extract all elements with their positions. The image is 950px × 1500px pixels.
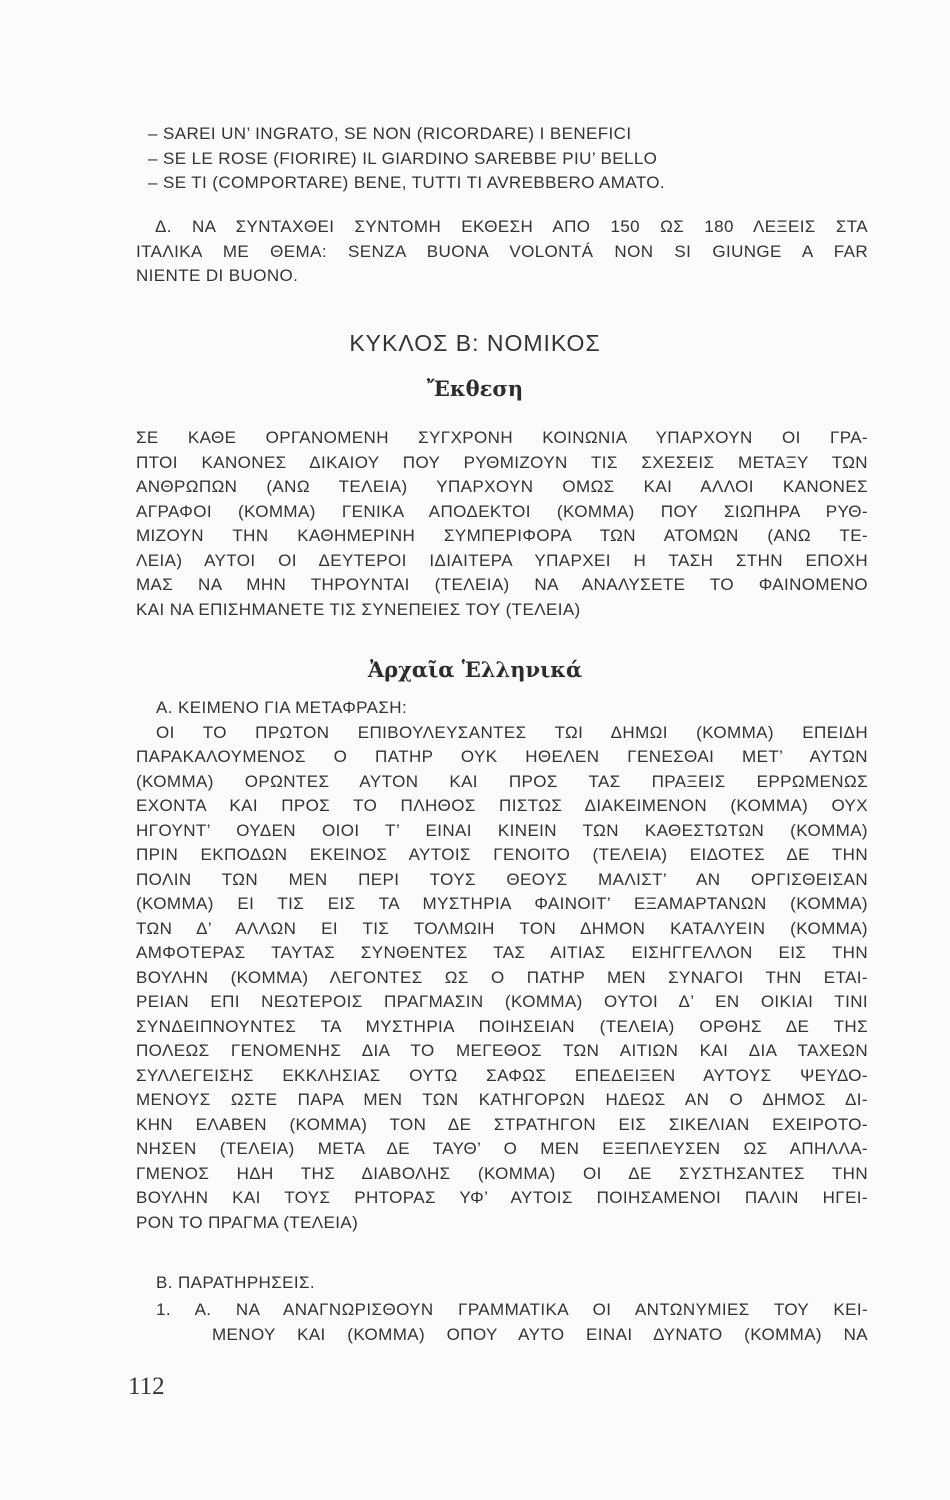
ancient-line: ΠΟΛΙΝ ΤΩΝ ΜΕΝ ΠΕΡΙ ΤΟΥΣ ΘΕΟΥΣ ΜΑΛΙΣΤ’ ΑΝ ΟΡΓΙΣΘΕΙΣΑΝ (136, 869, 868, 889)
ancient-line: ΚΗΝ ΕΛΑΒΕΝ (ΚΟΜΜΑ) ΤΟΝ ΔΕ ΣΤΡΑΤΗΓΟΝ ΕΙΣ ΣΙΚΕΛΙΑΝ ΕΧΕΙΡΟΤΟ- (136, 1114, 868, 1134)
italian-line: – SE TI (COMPORTARE) BENE, TUTTI TI AVREBBERO AMATO. (148, 173, 666, 192)
observations-section (136, 1271, 868, 1296)
ekthesi-line: ΠΤΟΙ ΚΑΝΟΝΕΣ ΔΙΚΑΙΟΥ ΠΟΥ ΡΥΘΜΙΖΟΥΝ ΤΙΣ ΣΧΕΣΕΙΣ ΜΕΤΑΞΥ ΤΩΝ (136, 452, 868, 472)
ekthesi-paragraph (136, 426, 868, 622)
page-number: 112 (128, 1373, 165, 1400)
ekthesi-line: ΜΙΖΟΥΝ ΤΗΝ ΚΑΘΗΜΕΡΙΝΗ ΣΥΜΠΕΡΙΦΟΡΑ ΤΩΝ ΑΤΟΜΩΝ (ΑΝΩ ΤΕ- (136, 526, 868, 545)
ancient-line: ΡΟΝ ΤΟ ΠΡΑΓΜΑ (ΤΕΛΕΙΑ) (136, 1212, 359, 1232)
ancient-greek-heading: Ἀρχαῖα Ἑλληνικά (367, 657, 583, 682)
ancient-line: ΝΗΣΕΝ (ΤΕΛΕΙΑ) ΜΕΤΑ ΔΕ ΤΑΥΘ’ Ο ΜΕΝ ΕΞΕΠΛΕΥΣΕΝ ΩΣ ΑΠΗΛΛΑ- (136, 1139, 868, 1158)
ekthesi-line: ΑΝΘΡΩΠΩΝ (ΑΝΩ ΤΕΛΕΙΑ) ΥΠΑΡΧΟΥΝ ΟΜΩΣ ΚΑΙ ΑΛΛΟΙ ΚΑΝΟΝΕΣ (136, 477, 868, 496)
task-line: Δ. ΝΑ ΣΥΝΤΑΧΘΕΙ ΣΥΝΤΟΜΗ ΕΚΘΕΣΗ ΑΠΟ 150 ΩΣ 180 ΛΕΞΕΙΣ ΣΤΑ (155, 217, 868, 236)
ekthesi-line: ΚΑΙ ΝΑ ΕΠΙΣΗΜΑΝΕΤΕ ΤΙΣ ΣΥΝΕΠΕΙΕΣ ΤΟΥ (ΤΕΛΕΙΑ) (136, 599, 581, 619)
ancient-line: ΗΓΟΥΝΤ’ ΟΥΔΕΝ ΟΙΟΙ Τ’ ΕΙΝΑΙ ΚΙΝΕΙΝ ΤΩΝ ΚΑΘΕΣΤΩΤΩΝ (ΚΟΜΜΑ) (136, 820, 868, 840)
task-line: ΙΤΑΛΙΚΑ ΜΕ ΘΕΜΑ: SENZA BUONA VOLONTÁ NON SI GIUNGE A FAR (136, 241, 868, 261)
ekthesi-line: ΑΓΡΑΦΟΙ (ΚΟΜΜΑ) ΓΕΝΙΚΑ ΑΠΟΔΕΚΤΟΙ (ΚΟΜΜΑ) ΠΟΥ ΣΙΩΠΗΡΑ ΡΥΘ- (136, 501, 868, 521)
question-number: 1. (156, 1300, 171, 1319)
ancient-line: ΠΑΡΑΚΑΛΟΥΜΕΝΟΣ Ο ΠΑΤΗΡ ΟΥΚ ΗΘΕΛΕΝ ΓΕΝΕΣΘΑΙ ΜΕΤ’ ΑΥΤΩΝ (136, 747, 868, 766)
ancient-line: ΑΜΦΟΤΕΡΑΣ ΤΑΥΤΑΣ ΣΥΝΘΕΝΤΕΣ ΤΑΣ ΑΙΤΙΑΣ ΕΙΣΗΓΓΕΛΛΟΝ ΕΙΣ ΤΗΝ (136, 943, 868, 962)
question-1 (136, 1298, 868, 1347)
ancient-line: (ΚΟΜΜΑ) ΟΡΩΝΤΕΣ ΑΥΤΟΝ ΚΑΙ ΠΡΟΣ ΤΑΣ ΠΡΑΞΕΙΣ ΕΡΡΩΜΕΝΩΣ (136, 771, 868, 791)
question-line: ΜΕΝΟΥ ΚΑΙ (ΚΟΜΜΑ) ΟΠΟΥ ΑΥΤΟ ΕΙΝΑΙ ΔΥΝΑΤΟ (ΚΟΜΜΑ) ΝΑ (212, 1324, 868, 1344)
ancient-line: ΡΕΙΑΝ ΕΠΙ ΝΕΩΤΕΡΟΙΣ ΠΡΑΓΜΑΣΙΝ (ΚΟΜΜΑ) ΟΥΤΟΙ Δ’ ΕΝ ΟΙΚΙΑΙ ΤΙΝΙ (136, 992, 868, 1011)
observations-label: Β. ΠΑΡΑΤΗΡΗΣΕΙΣ. (156, 1273, 316, 1292)
italian-exercise-list (136, 122, 868, 196)
ancient-line: ΒΟΥΛΗΝ (ΚΟΜΜΑ) ΛΕΓΟΝΤΕΣ ΩΣ Ο ΠΑΤΗΡ ΜΕΝ ΣΥΝΑΓΟΙ ΤΗΝ ΕΤΑΙ- (136, 967, 868, 987)
ekthesi-line: ΜΑΣ ΝΑ ΜΗΝ ΤΗΡΟΥΝΤΑΙ (ΤΕΛΕΙΑ) ΝΑ ΑΝΑΛΥΣΕΤΕ ΤΟ ΦΑΙΝΟΜΕΝΟ (136, 575, 868, 594)
ancient-line: ΠΡΙΝ ΕΚΠΟΔΩΝ ΕΚΕΙΝΟΣ ΑΥΤΟΙΣ ΓΕΝΟΙΤΟ (ΤΕΛΕΙΑ) ΕΙΔΟΤΕΣ ΔΕ ΤΗΝ (136, 845, 868, 864)
ancient-line: ΤΩΝ Δ’ ΑΛΛΩΝ ΕΙ ΤΙΣ ΤΟΛΜΩΙΗ ΤΟΝ ΔΗΜΟΝ ΚΑΤΑΛΥΕΙΝ (ΚΟΜΜΑ) (136, 918, 868, 938)
ancient-line: ΓΜΕΝΟΣ ΗΔΗ ΤΗΣ ΔΙΑΒΟΛΗΣ (ΚΟΜΜΑ) ΟΙ ΔΕ ΣΥΣΤΗΣΑΝΤΕΣ ΤΗΝ (136, 1163, 868, 1183)
question-text: Α. ΝΑ ΑΝΑΓΝΩΡΙΣΘΟΥΝ ΓΡΑΜΜΑΤΙΚΑ ΟΙ ΑΝΤΩΝΥΜΙΕΣ ΤΟΥ ΚΕΙ- (194, 1300, 869, 1319)
section-title: ΚΥΚΛΟΣ Β: ΝΟΜΙΚΟΣ (349, 330, 601, 356)
ekthesi-line: ΛΕΙΑ) ΑΥΤΟΙ ΟΙ ΔΕΥΤΕΡΟΙ ΙΔΙΑΙΤΕΡΑ ΥΠΑΡΧΕΙ Η ΤΑΣΗ ΣΤΗΝ ΕΠΟΧΗ (136, 550, 868, 570)
italian-essay-task (136, 215, 868, 289)
ancient-greek-section (136, 696, 868, 1235)
ancient-line: ΜΕΝΟΥΣ ΩΣΤΕ ΠΑΡΑ ΜΕΝ ΤΩΝ ΚΑΤΗΓΟΡΩΝ ΗΔΕΩΣ ΑΝ Ο ΔΗΜΟΣ ΔΙ- (136, 1090, 868, 1109)
ekthesi-heading: Ἔκθεση (426, 376, 524, 401)
ancient-line: ΟΙ ΤΟ ΠΡΩΤΟΝ ΕΠΙΒΟΥΛΕΥΣΑΝΤΕΣ ΤΩΙ ΔΗΜΩΙ (ΚΟΜΜΑ) ΕΠΕΙΔΗ (156, 722, 868, 742)
task-line: NIENTE DI BUONO. (136, 266, 299, 285)
ancient-line: (ΚΟΜΜΑ) ΕΙ ΤΙΣ ΕΙΣ ΤΑ ΜΥΣΤΗΡΙΑ ΦΑΙΝΟΙΤ’ ΕΞΑΜΑΡΤΑΝΩΝ (ΚΟΜΜΑ) (136, 894, 868, 913)
ancient-line: ΣΥΝΔΕΙΠΝΟΥΝΤΕΣ ΤΑ ΜΥΣΤΗΡΙΑ ΠΟΙΗΣΕΙΑΝ (ΤΕΛΕΙΑ) ΟΡΘΗΣ ΔΕ ΤΗΣ (136, 1016, 868, 1036)
ancient-line: ΒΟΥΛΗΝ ΚΑΙ ΤΟΥΣ ΡΗΤΟΡΑΣ ΥΦ’ ΑΥΤΟΙΣ ΠΟΙΗΣΑΜΕΝΟΙ ΠΑΛΙΝ ΗΓΕΙ- (136, 1188, 868, 1207)
italian-line: – SE LE ROSE (FIORIRE) IL GIARDINO SAREBBE PIU’ BELLO (148, 148, 658, 168)
translation-label: Α. ΚΕΙΜΕΝΟ ΓΙΑ ΜΕΤΑΦΡΑΣΗ: (156, 698, 408, 717)
ancient-line: ΕΧΟΝΤΑ ΚΑΙ ΠΡΟΣ ΤΟ ΠΛΗΘΟΣ ΠΙΣΤΩΣ ΔΙΑΚΕΙΜΕΝΟΝ (ΚΟΜΜΑ) ΟΥΧ (136, 796, 868, 815)
ancient-line: ΣΥΛΛΕΓΕΙΣΗΣ ΕΚΚΛΗΣΙΑΣ ΟΥΤΩ ΣΑΦΩΣ ΕΠΕΔΕΙΞΕΝ ΑΥΤΟΥΣ ΨΕΥΔΟ- (136, 1065, 868, 1085)
italian-line: – SAREI UN’ INGRATO, SE NON (RICORDARE) I BENEFICI (148, 124, 632, 143)
question-line (136, 1298, 868, 1323)
ancient-line: ΠΟΛΕΩΣ ΓΕΝΟΜΕΝΗΣ ΔΙΑ ΤΟ ΜΕΓΕΘΟΣ ΤΩΝ ΑΙΤΙΩΝ ΚΑΙ ΔΙΑ ΤΑΧΕΩΝ (136, 1041, 868, 1060)
ekthesi-line: ΣΕ ΚΑΘΕ ΟΡΓΑΝΟΜΕΝΗ ΣΥΓΧΡΟΝΗ ΚΟΙΝΩΝΙΑ ΥΠΑΡΧΟΥΝ ΟΙ ΓΡΑ- (136, 428, 868, 447)
